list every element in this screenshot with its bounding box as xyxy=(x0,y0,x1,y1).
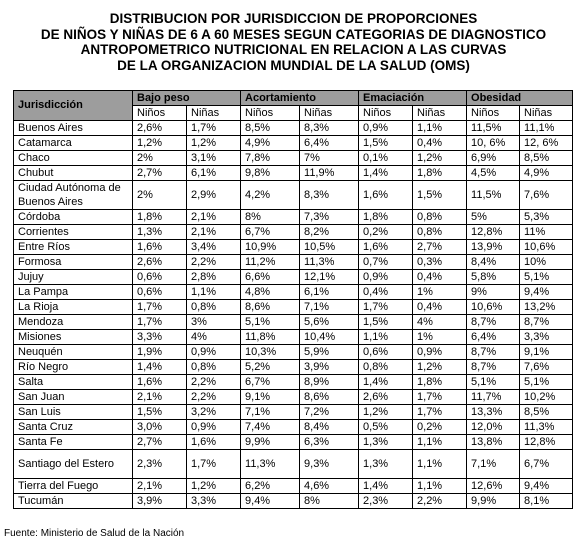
value-cell: 8,6% xyxy=(300,390,359,405)
sub-header: Niños xyxy=(467,106,520,121)
value-cell: 7,4% xyxy=(241,420,300,435)
group-header: Acortamiento xyxy=(241,91,359,106)
value-cell: 7,8% xyxy=(241,151,300,166)
value-cell: 4,6% xyxy=(300,479,359,494)
jurisdiction-cell: Santiago del Estero xyxy=(14,450,133,479)
group-header: Obesidad xyxy=(467,91,573,106)
jurisdiction-cell: Misiones xyxy=(14,330,133,345)
value-cell: 0,9% xyxy=(359,270,413,285)
value-cell: 6,4% xyxy=(300,136,359,151)
sub-header: Niñas xyxy=(413,106,467,121)
jurisdiction-cell: Salta xyxy=(14,375,133,390)
value-cell: 1,2% xyxy=(413,360,467,375)
jurisdiction-cell: Chaco xyxy=(14,151,133,166)
jurisdiction-cell: San Juan xyxy=(14,390,133,405)
value-cell: 8,4% xyxy=(300,420,359,435)
value-cell: 5,2% xyxy=(241,360,300,375)
value-cell: 8,6% xyxy=(241,300,300,315)
value-cell: 2,1% xyxy=(133,390,187,405)
value-cell: 9,4% xyxy=(241,494,300,509)
value-cell: 1,4% xyxy=(359,375,413,390)
value-cell: 1,8% xyxy=(133,210,187,225)
value-cell: 1,1% xyxy=(359,330,413,345)
value-cell: 0,5% xyxy=(359,420,413,435)
sub-header: Niños xyxy=(133,106,187,121)
value-cell: 3,4% xyxy=(187,240,241,255)
value-cell: 1,7% xyxy=(187,450,241,479)
value-cell: 3,9% xyxy=(300,360,359,375)
value-cell: 0,6% xyxy=(133,270,187,285)
value-cell: 11% xyxy=(520,225,573,240)
jurisdiction-cell: Chubut xyxy=(14,166,133,181)
value-cell: 8,3% xyxy=(300,181,359,210)
sub-header: Niñas xyxy=(187,106,241,121)
value-cell: 6,9% xyxy=(467,151,520,166)
value-cell: 5,9% xyxy=(300,345,359,360)
value-cell: 8,9% xyxy=(300,375,359,390)
sub-header: Niñas xyxy=(520,106,573,121)
jurisdiction-cell: Tucumán xyxy=(14,494,133,509)
value-cell: 10,9% xyxy=(241,240,300,255)
value-cell: 11,3% xyxy=(241,450,300,479)
value-cell: 5,3% xyxy=(520,210,573,225)
value-cell: 1,3% xyxy=(133,225,187,240)
value-cell: 1,1% xyxy=(413,479,467,494)
value-cell: 9% xyxy=(467,285,520,300)
value-cell: 7,1% xyxy=(300,300,359,315)
value-cell: 10% xyxy=(520,255,573,270)
value-cell: 4,9% xyxy=(241,136,300,151)
table-row xyxy=(14,479,573,494)
value-cell: 13,8% xyxy=(467,435,520,450)
value-cell: 2,2% xyxy=(413,494,467,509)
value-cell: 2,7% xyxy=(133,166,187,181)
value-cell: 2,7% xyxy=(133,435,187,450)
value-cell: 1,6% xyxy=(359,240,413,255)
table-row xyxy=(14,435,573,450)
value-cell: 1,7% xyxy=(133,300,187,315)
value-cell: 1,8% xyxy=(413,166,467,181)
source-note: Fuente: Ministerio de Salud de la Nación xyxy=(4,528,185,539)
value-cell: 6,1% xyxy=(187,166,241,181)
value-cell: 11,8% xyxy=(241,330,300,345)
jurisdiction-cell: San Luis xyxy=(14,405,133,420)
value-cell: 0,6% xyxy=(133,285,187,300)
value-cell: 1,8% xyxy=(359,210,413,225)
value-cell: 10,3% xyxy=(241,345,300,360)
value-cell: 1,5% xyxy=(133,405,187,420)
value-cell: 5,1% xyxy=(520,270,573,285)
value-cell: 11,5% xyxy=(467,121,520,136)
value-cell: 6,2% xyxy=(241,479,300,494)
table-row xyxy=(14,345,573,360)
value-cell: 1,3% xyxy=(359,435,413,450)
value-cell: 8,5% xyxy=(520,151,573,166)
jurisdiction-cell: Mendoza xyxy=(14,315,133,330)
jurisdiction-cell: Tierra del Fuego xyxy=(14,479,133,494)
value-cell: 10,5% xyxy=(300,240,359,255)
title-line: ANTROPOMETRICO NUTRICIONAL EN RELACION A LAS CURVAS xyxy=(80,42,507,57)
value-cell: 12,8% xyxy=(520,435,573,450)
value-cell: 11,7% xyxy=(467,390,520,405)
value-cell: 13,2% xyxy=(520,300,573,315)
value-cell: 4,2% xyxy=(241,181,300,210)
value-cell: 8,1% xyxy=(520,494,573,509)
value-cell: 2,1% xyxy=(133,479,187,494)
value-cell: 2,3% xyxy=(359,494,413,509)
table-body xyxy=(14,121,573,509)
value-cell: 3% xyxy=(187,315,241,330)
jurisdiction-cell: Entre Ríos xyxy=(14,240,133,255)
table-row xyxy=(14,315,573,330)
table-row xyxy=(14,181,573,210)
value-cell: 4,8% xyxy=(241,285,300,300)
value-cell: 7% xyxy=(300,151,359,166)
value-cell: 8,7% xyxy=(467,360,520,375)
value-cell: 3,9% xyxy=(133,494,187,509)
value-cell: 0,9% xyxy=(187,420,241,435)
value-cell: 1,6% xyxy=(359,181,413,210)
value-cell: 8,3% xyxy=(300,121,359,136)
value-cell: 2,3% xyxy=(133,450,187,479)
table-row xyxy=(14,285,573,300)
table-row xyxy=(14,390,573,405)
value-cell: 2% xyxy=(133,181,187,210)
value-cell: 10, 6% xyxy=(467,136,520,151)
value-cell: 12, 6% xyxy=(520,136,573,151)
table-row xyxy=(14,330,573,345)
value-cell: 1,7% xyxy=(133,315,187,330)
jurisdiction-cell: Río Negro xyxy=(14,360,133,375)
jurisdiction-cell: Buenos Aires xyxy=(14,121,133,136)
value-cell: 0,7% xyxy=(359,255,413,270)
table-row xyxy=(14,121,573,136)
value-cell: 1,4% xyxy=(359,166,413,181)
value-cell: 3,3% xyxy=(520,330,573,345)
value-cell: 8% xyxy=(300,494,359,509)
value-cell: 0,4% xyxy=(413,270,467,285)
group-header-row xyxy=(14,91,573,106)
value-cell: 1,3% xyxy=(359,450,413,479)
value-cell: 9,9% xyxy=(467,494,520,509)
value-cell: 0,6% xyxy=(359,345,413,360)
title-line: DE NIÑOS Y NIÑAS DE 6 A 60 MESES SEGUN CATEGORIAS DE DIAGNOSTICO xyxy=(40,26,547,42)
jurisdiction-cell: Santa Cruz xyxy=(14,420,133,435)
value-cell: 0,9% xyxy=(413,345,467,360)
value-cell: 0,4% xyxy=(413,136,467,151)
value-cell: 0,2% xyxy=(359,225,413,240)
value-cell: 1,9% xyxy=(133,345,187,360)
value-cell: 1,6% xyxy=(187,435,241,450)
table-row xyxy=(14,166,573,181)
value-cell: 9,9% xyxy=(241,435,300,450)
value-cell: 6,6% xyxy=(241,270,300,285)
value-cell: 4,9% xyxy=(520,166,573,181)
sub-header: Niñas xyxy=(300,106,359,121)
table-row xyxy=(14,360,573,375)
value-cell: 12,8% xyxy=(467,225,520,240)
value-cell: 5,1% xyxy=(520,375,573,390)
jurisdiction-cell: Santa Fe xyxy=(14,435,133,450)
value-cell: 2,1% xyxy=(187,225,241,240)
value-cell: 6,4% xyxy=(467,330,520,345)
table-row xyxy=(14,255,573,270)
value-cell: 0,8% xyxy=(187,360,241,375)
value-cell: 1,5% xyxy=(359,315,413,330)
value-cell: 1,6% xyxy=(133,375,187,390)
value-cell: 1,5% xyxy=(413,181,467,210)
value-cell: 11,2% xyxy=(241,255,300,270)
value-cell: 8,7% xyxy=(467,345,520,360)
value-cell: 9,8% xyxy=(241,166,300,181)
table-row xyxy=(14,225,573,240)
value-cell: 3,0% xyxy=(133,420,187,435)
value-cell: 0,8% xyxy=(359,360,413,375)
value-cell: 3,3% xyxy=(133,330,187,345)
value-cell: 1,2% xyxy=(133,136,187,151)
table-row xyxy=(14,136,573,151)
value-cell: 6,3% xyxy=(300,435,359,450)
value-cell: 11,3% xyxy=(300,255,359,270)
value-cell: 2,2% xyxy=(187,375,241,390)
jurisdiction-cell: Formosa xyxy=(14,255,133,270)
value-cell: 2,6% xyxy=(133,255,187,270)
value-cell: 0,1% xyxy=(359,151,413,166)
value-cell: 7,1% xyxy=(467,450,520,479)
jurisdiction-cell: Ciudad Autónoma de Buenos Aires xyxy=(14,181,133,210)
value-cell: 0,9% xyxy=(187,345,241,360)
value-cell: 11,5% xyxy=(467,181,520,210)
table-row xyxy=(14,450,573,479)
value-cell: 1,4% xyxy=(133,360,187,375)
value-cell: 5% xyxy=(467,210,520,225)
value-cell: 1,7% xyxy=(359,300,413,315)
document-title xyxy=(0,11,587,73)
value-cell: 5,1% xyxy=(467,375,520,390)
value-cell: 3,1% xyxy=(187,151,241,166)
jurisdiction-cell: Córdoba xyxy=(14,210,133,225)
value-cell: 1,2% xyxy=(359,405,413,420)
value-cell: 11,9% xyxy=(300,166,359,181)
value-cell: 12,1% xyxy=(300,270,359,285)
value-cell: 2,6% xyxy=(359,390,413,405)
value-cell: 9,3% xyxy=(300,450,359,479)
value-cell: 1,4% xyxy=(359,479,413,494)
value-cell: 10,2% xyxy=(520,390,573,405)
value-cell: 1,1% xyxy=(413,121,467,136)
value-cell: 8,2% xyxy=(300,225,359,240)
jurisdiction-cell: Catamarca xyxy=(14,136,133,151)
title-line: DE LA ORGANIZACION MUNDIAL DE LA SALUD (OMS) xyxy=(117,57,470,73)
value-cell: 1,2% xyxy=(187,479,241,494)
value-cell: 1,7% xyxy=(187,121,241,136)
value-cell: 4,5% xyxy=(467,166,520,181)
jurisdiction-header: Jurisdicción xyxy=(14,91,133,121)
jurisdiction-cell: Corrientes xyxy=(14,225,133,240)
value-cell: 0,8% xyxy=(413,210,467,225)
table-row xyxy=(14,494,573,509)
value-cell: 2% xyxy=(133,151,187,166)
value-cell: 1,6% xyxy=(133,240,187,255)
value-cell: 2,2% xyxy=(187,390,241,405)
value-cell: 2,8% xyxy=(187,270,241,285)
value-cell: 1,1% xyxy=(413,450,467,479)
jurisdiction-cell: Neuquén xyxy=(14,345,133,360)
value-cell: 3,2% xyxy=(187,405,241,420)
value-cell: 7,3% xyxy=(300,210,359,225)
value-cell: 10,6% xyxy=(467,300,520,315)
value-cell: 4% xyxy=(413,315,467,330)
value-cell: 8,4% xyxy=(467,255,520,270)
value-cell: 10,6% xyxy=(520,240,573,255)
table-row xyxy=(14,375,573,390)
table-row xyxy=(14,420,573,435)
title-line: DISTRIBUCION POR JURISDICCION DE PROPORCIONES xyxy=(109,11,478,26)
value-cell: 11,1% xyxy=(520,121,573,136)
value-cell: 0,4% xyxy=(359,285,413,300)
sub-header: Niños xyxy=(241,106,300,121)
value-cell: 0,2% xyxy=(413,420,467,435)
value-cell: 0,9% xyxy=(359,121,413,136)
value-cell: 1,1% xyxy=(187,285,241,300)
value-cell: 13,3% xyxy=(467,405,520,420)
value-cell: 6,7% xyxy=(520,450,573,479)
value-cell: 2,6% xyxy=(133,121,187,136)
value-cell: 8,7% xyxy=(467,315,520,330)
value-cell: 1% xyxy=(413,285,467,300)
value-cell: 7,6% xyxy=(520,181,573,210)
value-cell: 9,4% xyxy=(520,285,573,300)
value-cell: 7,1% xyxy=(241,405,300,420)
table-row xyxy=(14,240,573,255)
jurisdiction-cell: La Rioja xyxy=(14,300,133,315)
group-header: Bajo peso xyxy=(133,91,241,106)
value-cell: 5,6% xyxy=(300,315,359,330)
value-cell: 0,8% xyxy=(413,225,467,240)
value-cell: 9,4% xyxy=(520,479,573,494)
value-cell: 13,9% xyxy=(467,240,520,255)
value-cell: 6,1% xyxy=(300,285,359,300)
value-cell: 5,8% xyxy=(467,270,520,285)
value-cell: 12,6% xyxy=(467,479,520,494)
value-cell: 1,2% xyxy=(187,136,241,151)
value-cell: 7,6% xyxy=(520,360,573,375)
jurisdiction-cell: La Pampa xyxy=(14,285,133,300)
value-cell: 2,2% xyxy=(187,255,241,270)
value-cell: 1,2% xyxy=(413,151,467,166)
value-cell: 6,7% xyxy=(241,375,300,390)
value-cell: 10,4% xyxy=(300,330,359,345)
value-cell: 1,1% xyxy=(413,435,467,450)
table-row xyxy=(14,270,573,285)
value-cell: 8,5% xyxy=(241,121,300,136)
table-row xyxy=(14,151,573,166)
value-cell: 0,3% xyxy=(413,255,467,270)
value-cell: 9,1% xyxy=(520,345,573,360)
value-cell: 8% xyxy=(241,210,300,225)
table-row xyxy=(14,405,573,420)
value-cell: 1,7% xyxy=(413,390,467,405)
value-cell: 11,3% xyxy=(520,420,573,435)
table-row xyxy=(14,210,573,225)
value-cell: 1% xyxy=(413,330,467,345)
value-cell: 5,1% xyxy=(241,315,300,330)
value-cell: 4% xyxy=(187,330,241,345)
nutrition-table xyxy=(13,90,573,509)
value-cell: 2,9% xyxy=(187,181,241,210)
jurisdiction-cell: Jujuy xyxy=(14,270,133,285)
value-cell: 0,8% xyxy=(187,300,241,315)
value-cell: 1,8% xyxy=(413,375,467,390)
sub-header: Niños xyxy=(359,106,413,121)
value-cell: 3,3% xyxy=(187,494,241,509)
value-cell: 2,1% xyxy=(187,210,241,225)
value-cell: 7,2% xyxy=(300,405,359,420)
value-cell: 8,5% xyxy=(520,405,573,420)
value-cell: 0,4% xyxy=(413,300,467,315)
value-cell: 1,7% xyxy=(413,405,467,420)
value-cell: 9,1% xyxy=(241,390,300,405)
value-cell: 8,7% xyxy=(520,315,573,330)
table-row xyxy=(14,300,573,315)
value-cell: 6,7% xyxy=(241,225,300,240)
value-cell: 12,0% xyxy=(467,420,520,435)
value-cell: 1,5% xyxy=(359,136,413,151)
group-header: Emaciación xyxy=(359,91,467,106)
value-cell: 2,7% xyxy=(413,240,467,255)
